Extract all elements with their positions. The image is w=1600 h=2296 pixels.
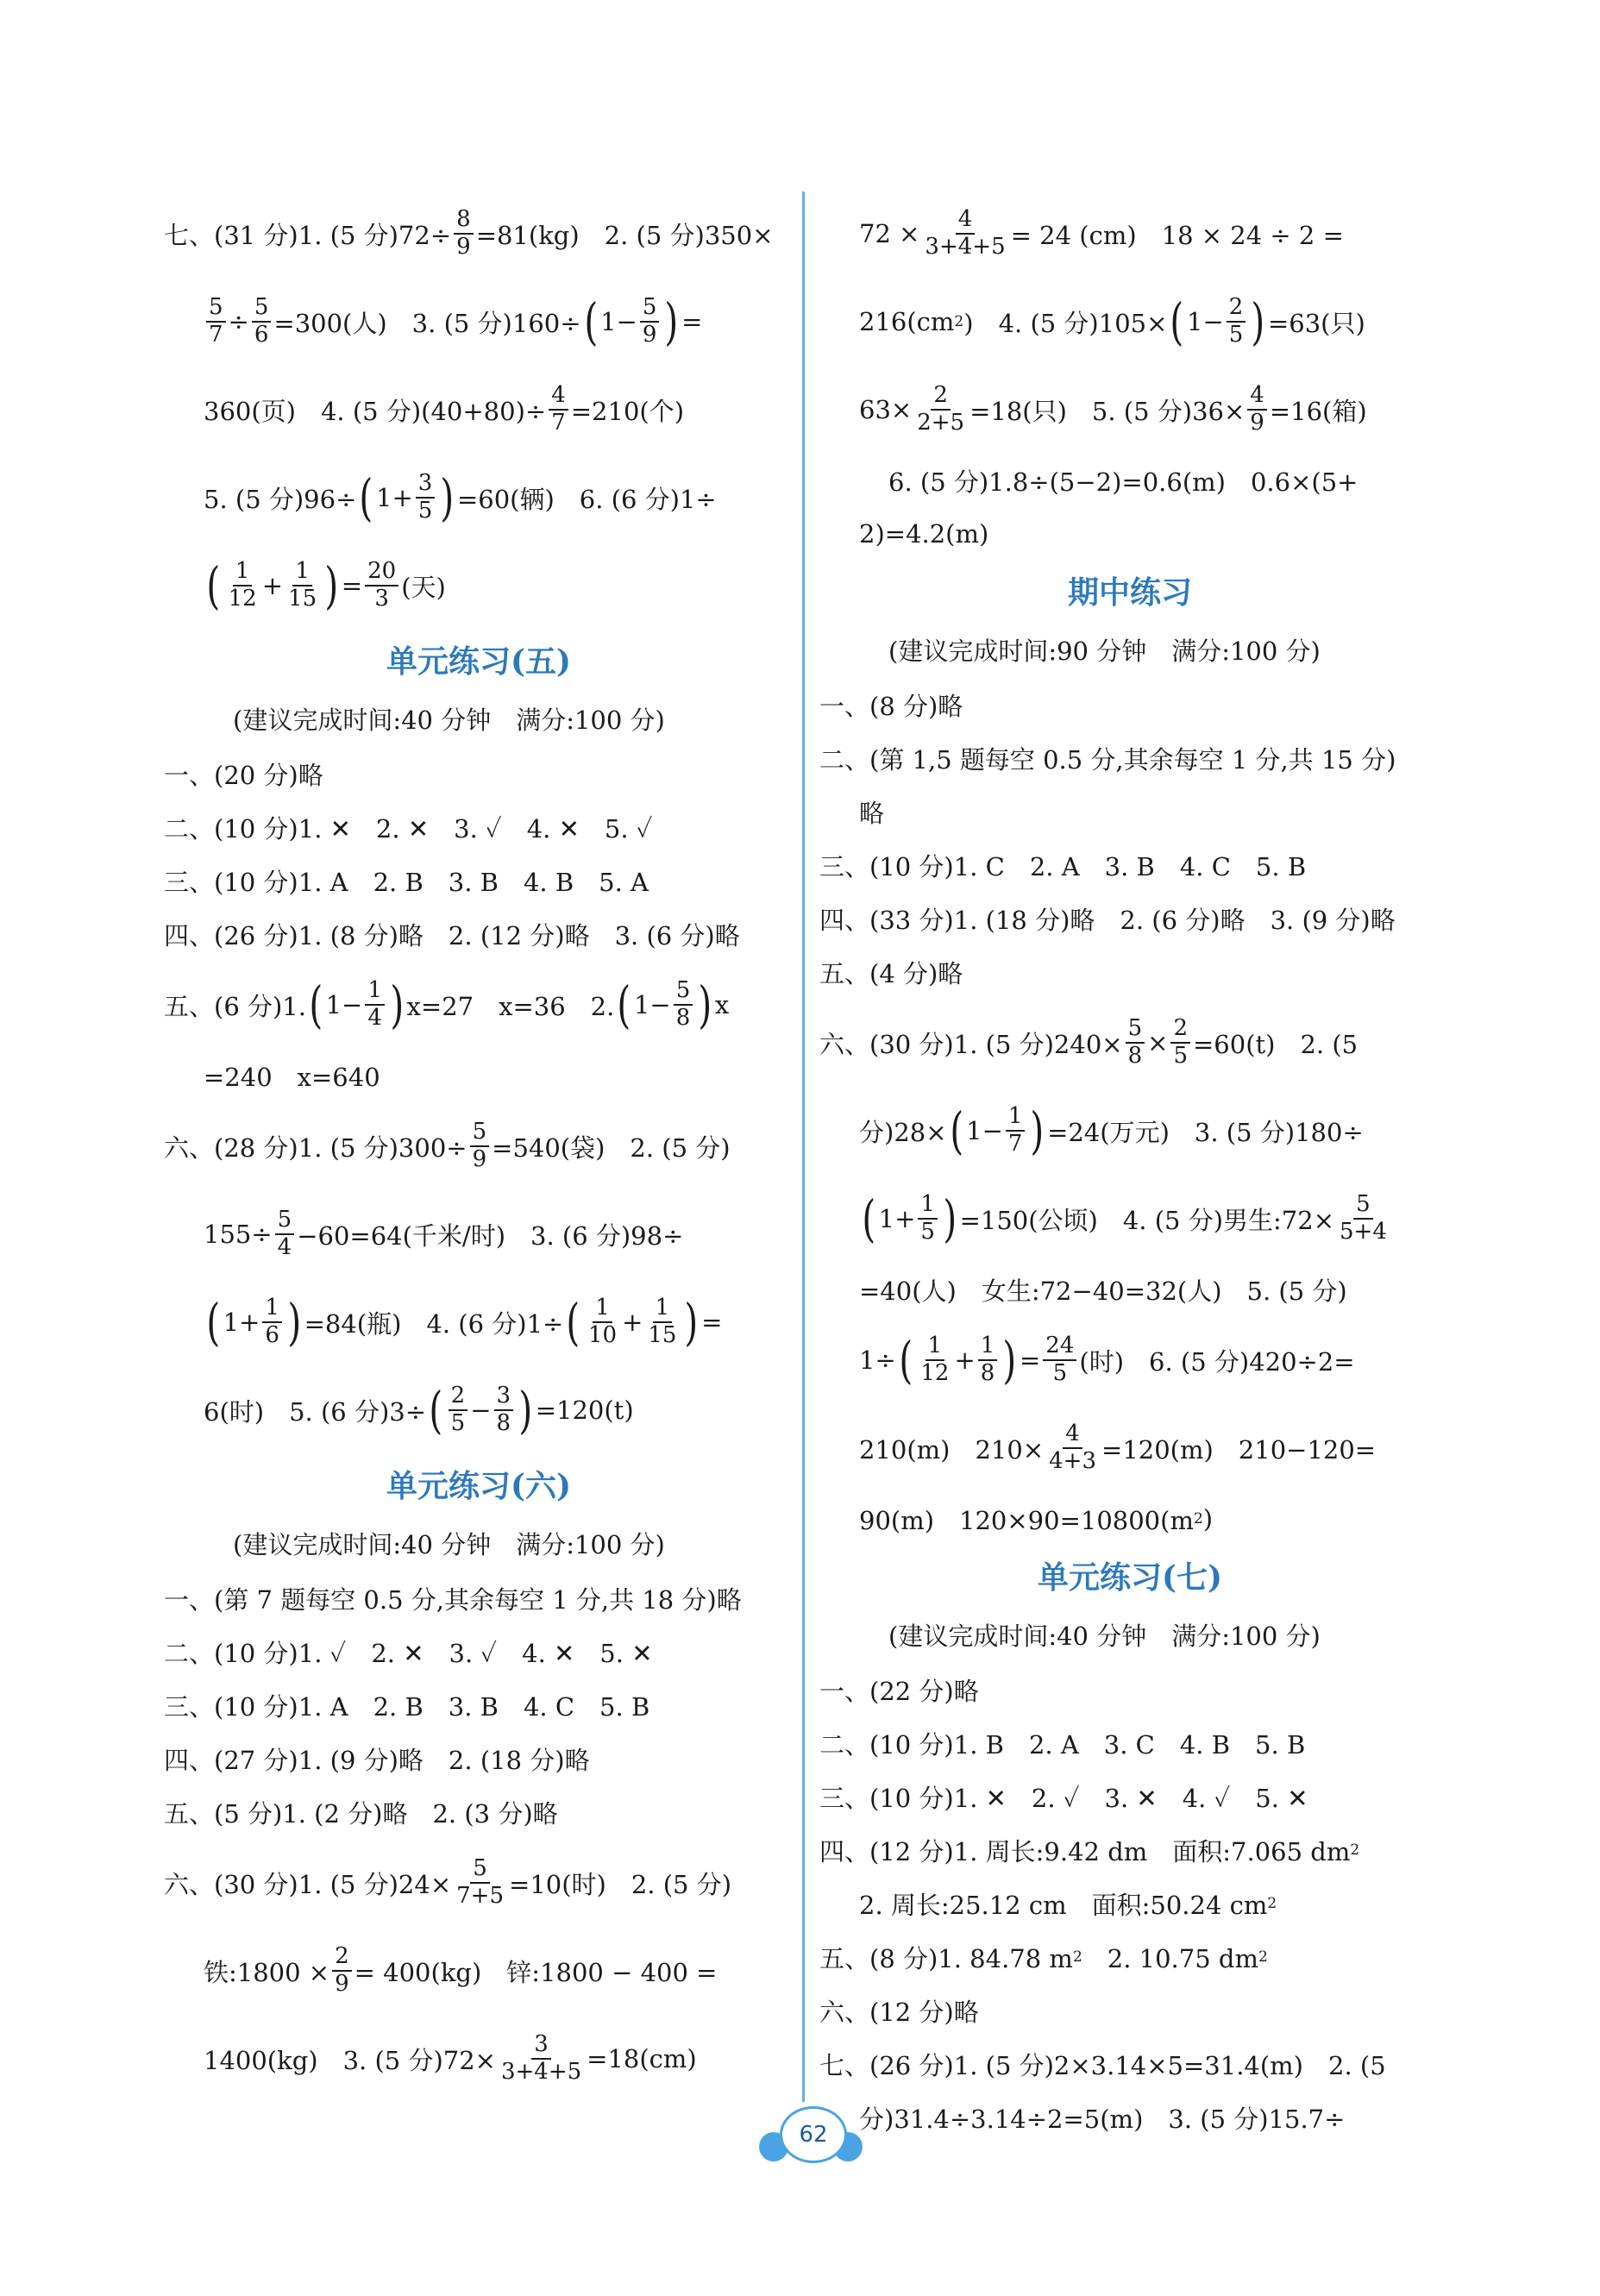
section-title: 单元练习(七) <box>1037 1559 1223 1596</box>
answer-line: 5. (5 分)96÷ ( 1+ $\frac{3}{5}$ ) =60(辆) 6. (6 分)1÷ <box>204 468 717 527</box>
section-title: 单元练习(五) <box>386 643 572 680</box>
section-note: (建议完成时间:90 分钟 满分:100 分) <box>888 637 1321 666</box>
fraction: $\frac{1}{15}$ <box>288 558 317 612</box>
fraction: $\frac{20}{3}$ <box>365 559 398 612</box>
answer-line: ( 1+ $\frac{1}{6}$ ) =84(瓶) 4. (6 分)1÷ ( $\frac{1}{10}$ + $\frac{1}{15}$ ) = <box>206 1293 723 1352</box>
fraction: $\frac{1}{7}$ <box>1006 1104 1026 1157</box>
answer-line: 四、(33 分)1. (18 分)略 2. (6 分)略 3. (9 分)略 <box>819 905 1396 935</box>
fraction: $\frac{5}{8}$ <box>1126 1016 1145 1070</box>
answer-line: 210(m) 210× $\frac{4}{4+3}$ =120(m) 210−120= <box>859 1421 1377 1474</box>
answer-line: =40(人) 女生:72−40=32(人) 5. (5 分) <box>859 1276 1347 1306</box>
fraction: $\frac{5}{7}$ <box>206 295 226 348</box>
answer-line: 90(m) 120×90=10800(m 2 ) <box>859 1504 1214 1535</box>
fraction: $\frac{8}{9}$ <box>454 207 474 260</box>
answer-line: 三、(10 分)1. ✕ 2. ✓ 3. ✕ 4. ✓ 5. ✕ <box>819 1783 1308 1813</box>
answer-line: 分)31.4÷3.14÷2=5(m) 3. (5 分)15.7÷ <box>859 2104 1346 2134</box>
fraction: $\frac{2}{5}$ <box>1170 1016 1190 1070</box>
fraction: $\frac{4}{3+4+5}$ <box>925 206 1006 260</box>
answer-line: 铁:1800 × $\frac{2}{9}$ = 400(kg) 锌:1800 − 400 = <box>204 1943 718 1997</box>
answer-line: 七、(26 分)1. (5 分)2×3.14×5=31.4(m) 2. (5 <box>819 2050 1386 2080</box>
answer-line: 2. 周长:25.12 cm 面积:50.24 cm 2 <box>859 1890 1277 1920</box>
answer-line: =240 x=640 <box>204 1062 380 1092</box>
answer-line: 四、(12 分)1. 周长:9.42 dm 面积:7.065 dm 2 <box>819 1836 1360 1866</box>
answer-line: 63× $\frac{2}{2+5}$ =18(只) 5. (5 分)36× $\frac{4}{9}$ =16(箱) <box>859 382 1367 436</box>
fraction: $\frac{1}{15}$ <box>648 1295 677 1348</box>
fraction: $\frac{1}{12}$ <box>228 558 257 612</box>
fraction: $\frac{4}{9}$ <box>1247 383 1267 436</box>
answer-line: 6. (5 分)1.8÷(5−2)=0.6(m) 0.6×(5+ <box>888 467 1358 497</box>
answer-line: 五、(6 分)1. ( 1− $\frac{1}{4}$ ) x=27 x=36 2. ( 1− $\frac{5}{8}$ ) x <box>164 975 730 1034</box>
answer-line: 一、(第 7 题每空 0.5 分,其余每空 1 分,共 18 分)略 <box>164 1584 742 1615</box>
answer-line: 五、(8 分)1. 84.78 m 2 2. 10.75 dm 2 <box>819 1943 1268 1973</box>
fraction: $\frac{5}{6}$ <box>252 295 272 348</box>
fraction: $\frac{4}{4+3}$ <box>1049 1421 1097 1474</box>
page-number: 62 <box>780 2106 847 2163</box>
answer-line: 分)28× ( 1− $\frac{1}{7}$ ) =24(万元) 3. (5 分)180÷ <box>859 1101 1364 1160</box>
fraction: $\frac{3}{5}$ <box>416 471 436 524</box>
fraction: $\frac{2}{5}$ <box>449 1383 468 1437</box>
answer-line: 72 × $\frac{4}{3+4+5}$ = 24 (cm) 18 × 24 ÷ 2 = <box>859 206 1344 260</box>
answer-line: ( 1+ $\frac{1}{5}$ ) =150(公顷) 4. (5 分)男生:72× $\frac{5}{5+4}$ <box>819 1175 1440 1263</box>
fraction: $\frac{5}{7+5}$ <box>456 1855 505 1909</box>
fraction: $\frac{1}{8}$ <box>978 1333 998 1387</box>
fraction: $\frac{5}{5+4}$ <box>1340 1191 1387 1245</box>
answer-line: 二、(第 1,5 题每空 0.5 分,其余每空 1 分,共 15 分) <box>819 744 1396 775</box>
fraction: $\frac{1}{12}$ <box>920 1333 950 1386</box>
answer-line: ( $\frac{1}{12}$ + $\frac{1}{15}$ ) = $\frac{20}{3}$ (天) <box>206 556 446 615</box>
answer-line: $\frac{5}{7}$ ÷ $\frac{5}{6}$ =300(人) 3. (5 分)160÷ ( 1− $\frac{5}{9}$ ) = <box>164 278 794 366</box>
fraction: $\frac{1}{5}$ <box>918 1192 938 1245</box>
answer-line: 一、(20 分)略 <box>164 760 323 790</box>
answer-line: 一、(8 分)略 <box>819 691 963 721</box>
answer-line: 2)=4.2(m) <box>859 519 989 549</box>
answer-line: 六、(30 分)1. (5 分)240× $\frac{5}{8}$ × $\frac{2}{5}$ =60(t) 2. (5 <box>819 1015 1358 1069</box>
fraction: $\frac{2}{5}$ <box>1227 295 1246 348</box>
fraction: $\frac{4}{7}$ <box>549 383 568 436</box>
answer-line: 四、(26 分)1. (8 分)略 2. (12 分)略 3. (6 分)略 <box>164 920 740 950</box>
answer-line: 六、(30 分)1. (5 分)24× $\frac{5}{7+5}$ =10(时) 2. (5 分) <box>164 1855 732 1909</box>
answer-line: 二、(10 分)1. ✕ 2. ✕ 3. ✓ 4. ✕ 5. ✓ <box>164 813 653 844</box>
section-note: (建议完成时间:40 分钟 满分:100 分) <box>233 1530 665 1559</box>
section-title: 单元练习(六) <box>386 1468 572 1504</box>
answer-line: 二、(10 分)1. B 2. A 3. C 4. B 5. B <box>819 1729 1306 1760</box>
section-title: 期中练习 <box>1067 574 1192 611</box>
answer-line: 五、(5 分)1. (2 分)略 2. (3 分)略 <box>164 1798 558 1829</box>
answer-line: 六、(28 分)1. (5 分)300÷ $\frac{5}{9}$ =540(袋) 2. (5 分) <box>164 1119 731 1172</box>
fraction: $\frac{24}{5}$ <box>1043 1333 1076 1387</box>
answer-line: 二、(10 分)1. ✓ 2. ✕ 3. ✓ 4. ✕ 5. ✕ <box>164 1638 653 1668</box>
fraction: $\frac{2}{9}$ <box>332 1944 352 1998</box>
left-column <box>164 190 794 2103</box>
page-number-badge <box>759 2103 863 2163</box>
fraction: $\frac{5}{9}$ <box>640 295 660 348</box>
answer-line: 五、(4 分)略 <box>819 958 963 988</box>
answer-line: 三、(10 分)1. A 2. B 3. B 4. B 5. A <box>164 867 649 897</box>
answer-line: 360(页) 4. (5 分)(40+80)÷ $\frac{4}{7}$ =210(个) <box>204 382 685 436</box>
answer-line: 七、(31 分)1. (5 分)72÷ $\frac{8}{9}$ =81(kg) 2. (5 分)350× <box>164 206 774 260</box>
fraction: $\frac{2}{2+5}$ <box>917 382 965 436</box>
answer-line: 一、(22 分)略 <box>819 1676 979 1706</box>
fraction: $\frac{1}{4}$ <box>365 978 385 1032</box>
answer-line: 1400(kg) 3. (5 分)72× $\frac{3}{3+4+5}$ =18(cm) <box>204 2031 697 2085</box>
answer-line: 略 <box>859 798 885 828</box>
answer-line: 四、(27 分)1. (9 分)略 2. (18 分)略 <box>164 1745 590 1775</box>
answer-line: 6(时) 5. (6 分)3÷ ( $\frac{2}{5}$ − $\frac{3}{8}$ ) =120(t) <box>204 1381 634 1440</box>
fraction: $\frac{5}{4}$ <box>275 1208 295 1261</box>
right-column <box>819 190 1440 2144</box>
answer-line: 216(cm 2 ) 4. (5 分)105× ( 1− $\frac{2}{5}$ ) =63(只) <box>859 292 1365 351</box>
column-divider <box>802 191 805 2102</box>
fraction: $\frac{5}{8}$ <box>674 978 693 1032</box>
section-note: (建议完成时间:40 分钟 满分:100 分) <box>233 706 665 735</box>
answer-line: 六、(12 分)略 <box>819 1997 979 2027</box>
fraction: $\frac{3}{8}$ <box>494 1383 514 1437</box>
fraction: $\frac{1}{10}$ <box>587 1295 618 1348</box>
section-note: (建议完成时间:40 分钟 满分:100 分) <box>888 1622 1321 1651</box>
fraction: $\frac{5}{9}$ <box>470 1120 490 1173</box>
fraction: $\frac{3}{3+4+5}$ <box>500 2031 582 2085</box>
answer-line: 155÷ $\frac{5}{4}$ −60=64(千米/时) 3. (6 分)98÷ <box>204 1207 684 1260</box>
fraction: $\frac{1}{6}$ <box>262 1295 282 1349</box>
answer-line: 三、(10 分)1. A 2. B 3. B 4. C 5. B <box>164 1691 650 1722</box>
answer-line: 1÷ ( $\frac{1}{12}$ + $\frac{1}{8}$ ) = $\frac{24}{5}$ (时) 6. (5 分)420÷2= <box>859 1331 1355 1390</box>
answer-line: 三、(10 分)1. C 2. A 3. B 4. C 5. B <box>819 851 1307 881</box>
